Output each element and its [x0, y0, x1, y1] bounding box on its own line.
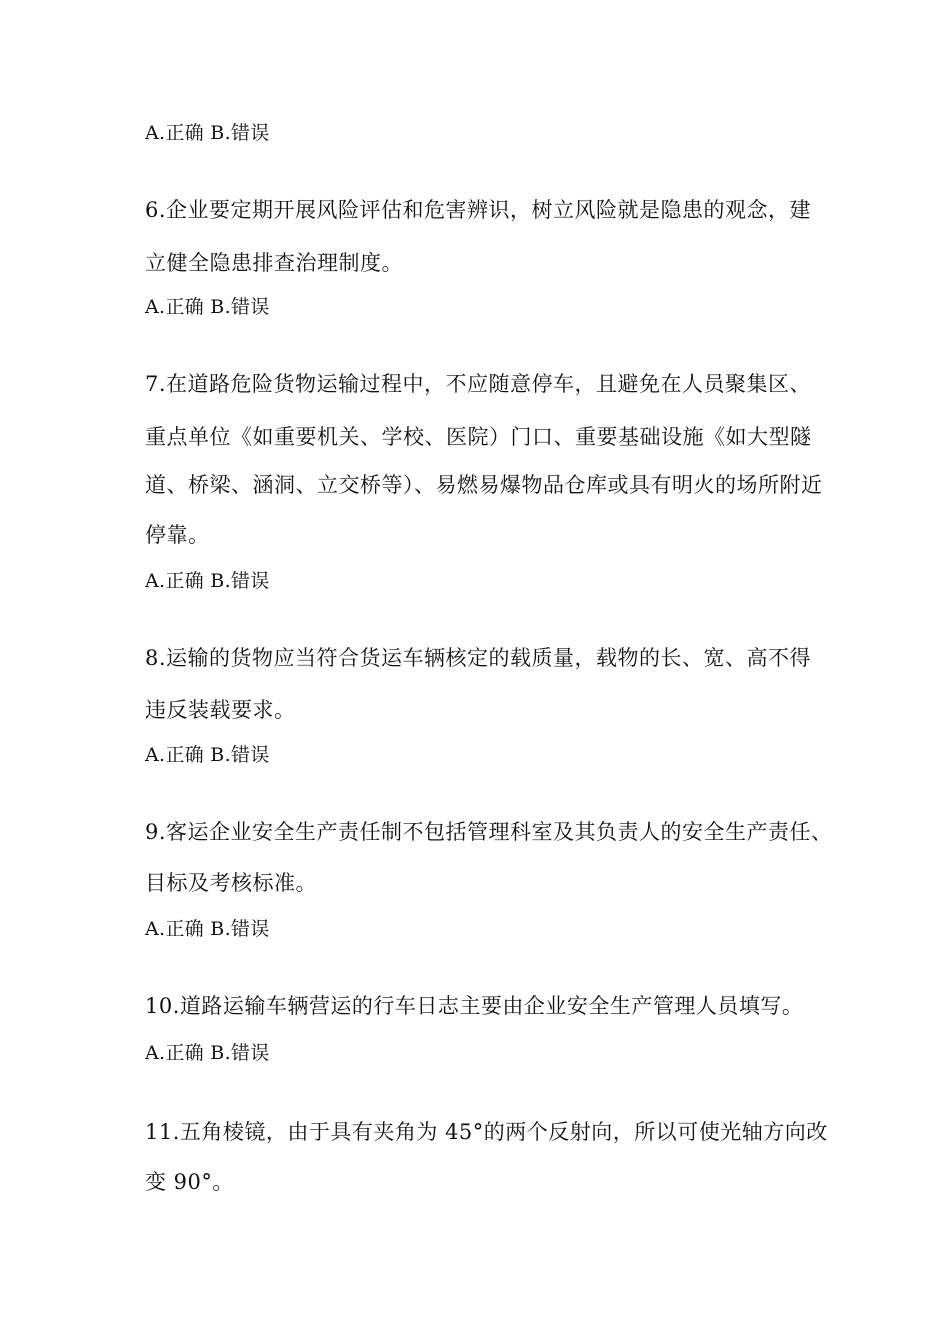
- question-7-line-1: 7.在道路危险货物运输过程中，不应随意停车，且避免在人员聚集区、: [145, 372, 812, 396]
- question-10-options: A.正确 B.错误: [145, 1042, 270, 1064]
- question-6-line-2: 立健全隐患排查治理制度。: [145, 251, 403, 275]
- question-11-line-2: 变 90°。: [145, 1170, 234, 1194]
- question-7-line-2: 重点单位《如重要机关、学校、医院）门口、重要基础设施《如大型隧: [145, 425, 812, 449]
- question-8-line-1: 8.运输的货物应当符合货运车辆核定的载质量，载物的长、宽、高不得: [145, 646, 812, 670]
- question-8-line-2: 违反装载要求。: [145, 698, 296, 722]
- question-8-options: A.正确 B.错误: [145, 744, 270, 766]
- question-6-options: A.正确 B.错误: [145, 296, 270, 318]
- question-9-line-1: 9.客运企业安全生产责任制不包括管理科室及其负责人的安全生产责任、: [145, 820, 833, 844]
- question-11-line-1: 11.五角棱镜，由于具有夹角为 45°的两个反射向，所以可使光轴方向改: [145, 1120, 828, 1144]
- question-7-line-4: 停靠。: [145, 523, 210, 547]
- question-5-options: A.正确 B.错误: [145, 122, 270, 144]
- question-7-line-3: 道、桥梁、涵洞、立交桥等）、易燃易爆物品仓库或具有明火的场所附近: [145, 473, 823, 497]
- question-6-line-1: 6.企业要定期开展风险评估和危害辨识，树立风险就是隐患的观念，建: [145, 198, 812, 222]
- question-9-line-2: 目标及考核标准。: [145, 871, 317, 895]
- question-7-options: A.正确 B.错误: [145, 570, 270, 592]
- question-10-line-1: 10.道路运输车辆营运的行车日志主要由企业安全生产管理人员填写。: [145, 994, 804, 1018]
- question-9-options: A.正确 B.错误: [145, 918, 270, 940]
